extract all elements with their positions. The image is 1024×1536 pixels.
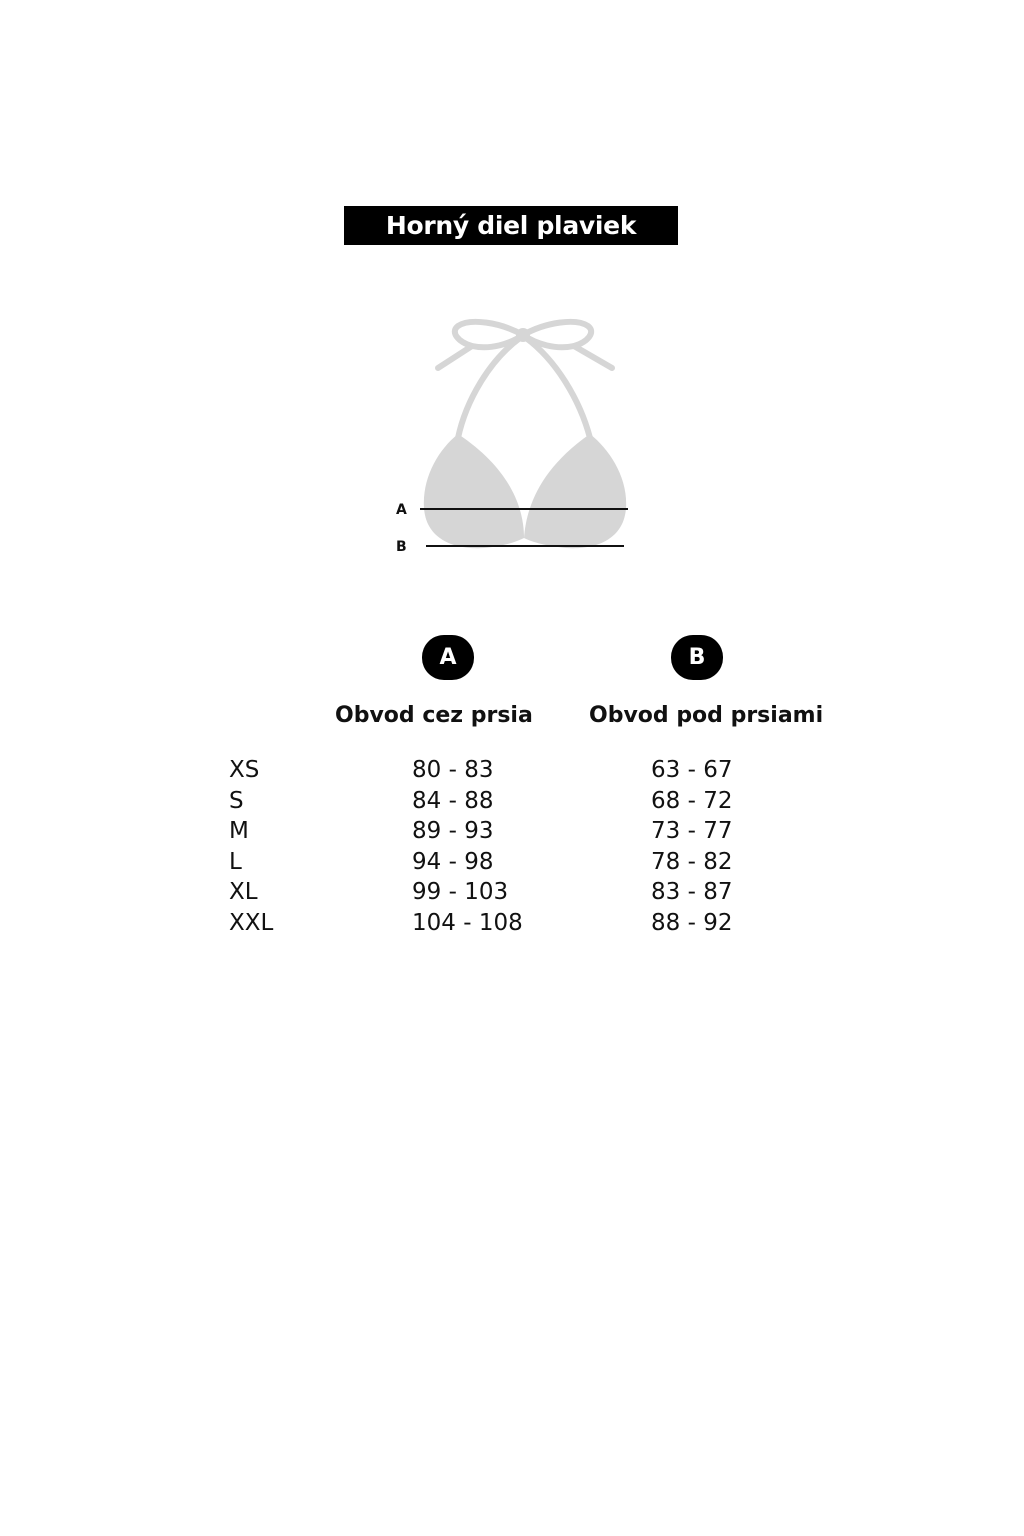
bow-knot (516, 328, 530, 342)
bust-range: 99 - 103 (412, 879, 509, 906)
table-row (229, 908, 829, 939)
underbust-range: 88 - 92 (651, 909, 733, 936)
bikini-top-diagram (380, 310, 660, 570)
underbust-range: 68 - 72 (651, 787, 733, 814)
table-row (229, 755, 829, 786)
column-b-badge: B (671, 635, 723, 680)
bust-range: 94 - 98 (412, 848, 494, 875)
page-title: Horný diel plaviek (344, 206, 678, 245)
right-cup (524, 434, 626, 548)
line-b-label: B (396, 539, 407, 555)
column-b-header: Obvod pod prsiami (589, 703, 824, 728)
table-row (229, 786, 829, 817)
underbust-range: 73 - 77 (651, 818, 733, 845)
column-a-header: Obvod cez prsia (335, 703, 533, 728)
underbust-range: 83 - 87 (651, 879, 733, 906)
column-a-badge: A (422, 635, 474, 680)
size-label: XS (229, 757, 260, 783)
underbust-range: 78 - 82 (651, 848, 733, 875)
underbust-range: 63 - 67 (651, 757, 733, 783)
size-table (229, 755, 829, 939)
bust-range: 84 - 88 (412, 787, 494, 814)
size-label: L (229, 848, 242, 875)
line-a-label: A (396, 502, 407, 518)
bust-range: 104 - 108 (412, 909, 523, 936)
size-label: XL (229, 879, 258, 906)
size-label: M (229, 818, 249, 845)
left-cup (424, 434, 524, 548)
size-label: XXL (229, 909, 274, 936)
size-label: S (229, 787, 244, 814)
bust-range: 80 - 83 (412, 757, 494, 783)
table-row (229, 847, 829, 878)
table-row (229, 816, 829, 847)
bust-range: 89 - 93 (412, 818, 494, 845)
table-row (229, 877, 829, 908)
